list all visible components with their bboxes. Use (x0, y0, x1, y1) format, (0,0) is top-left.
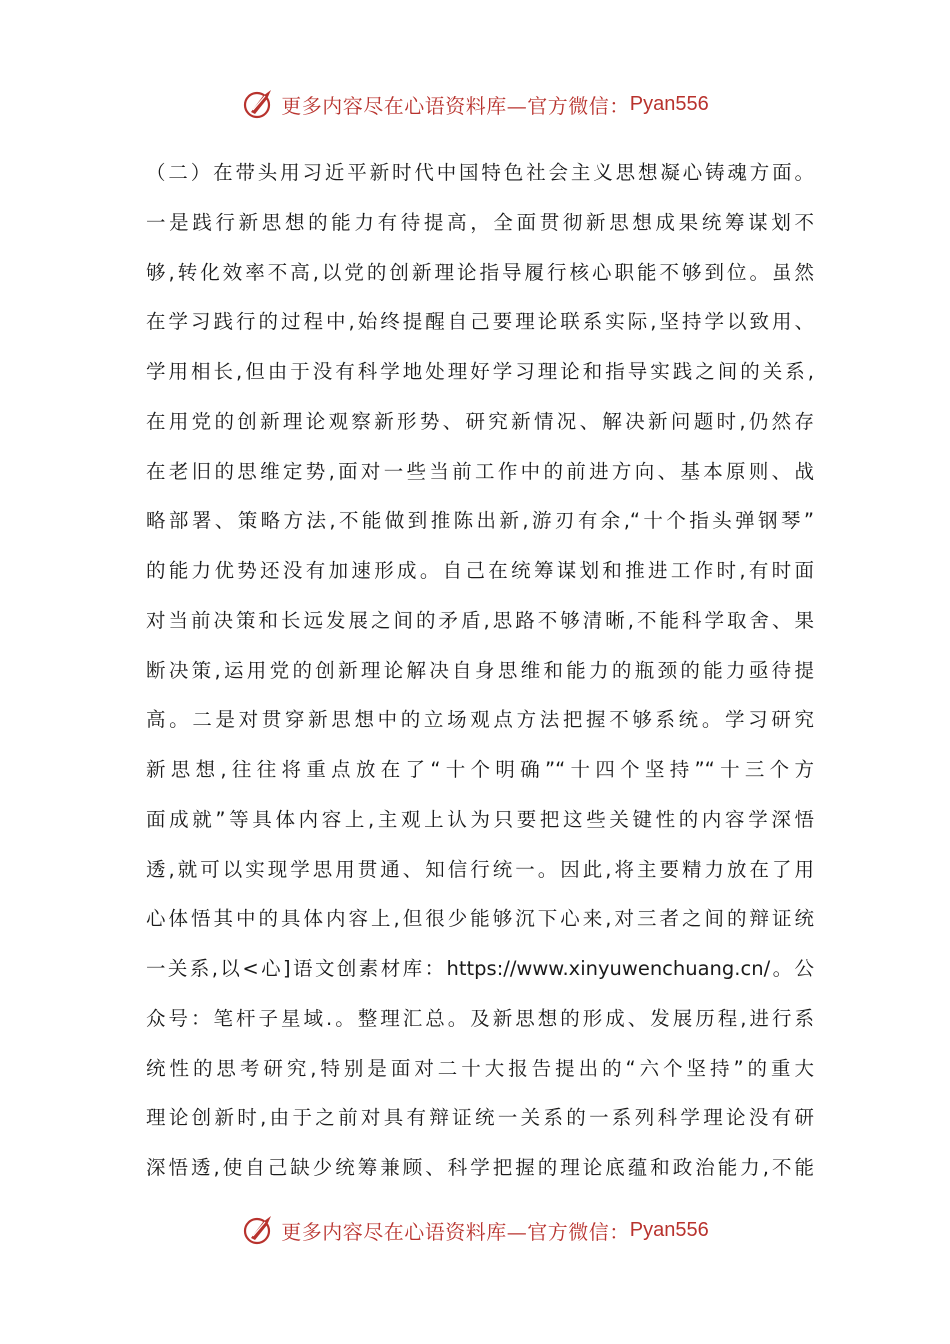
text-line: 在学习践行的过程中,始终提醒自己要理论联系实际,坚持学以致用、 (146, 310, 814, 334)
pen-nib-circle-icon (241, 86, 277, 122)
text-line: 理论创新时,由于之前对具有辩证统一关系的一系列科学理论没有研 (146, 1106, 814, 1130)
text-line: 新思想,往往将重点放在了“十个明确”“十四个坚持”“十三个方 (146, 758, 814, 781)
text-line: 一关系,以<心]语文创素材库：https://www.xinyuwenchuang.cn/。公 (146, 957, 814, 980)
text-line: 学用相长,但由于没有科学地处理好学习理论和指导实践之间的关系, (146, 360, 814, 383)
text-line: 统性的思考研究,特别是面对二十大报告提出的“六个坚持”的重大 (146, 1056, 814, 1080)
text-line: 在老旧的思维定势,面对一些当前工作中的前进方向、基本原则、战 (146, 459, 814, 483)
text-line: 在用党的创新理论观察新形势、研究新情况、解决新问题时,仍然存 (146, 409, 814, 433)
footer-banner-text: 更多内容尽在心语资料库—官方微信： (281, 1219, 630, 1244)
footer-wechat-id: Pyan556 (629, 1218, 709, 1241)
text-line: 透,就可以实现学思用贯通、知信行统一。因此,将主要精力放在了用 (146, 857, 814, 881)
text-line: 面成就”等具体内容上,主观上认为只要把这些关键性的内容学深悟 (146, 807, 814, 831)
header-wechat-id: Pyan556 (629, 92, 709, 115)
footer-banner (0, 1210, 950, 1250)
header-banner (0, 84, 950, 124)
text-line: 深悟透,使自己缺少统筹兼顾、科学把握的理论底蕴和政治能力,不能 (146, 1156, 814, 1179)
text-line: 对当前决策和长远发展之间的矛盾,思路不够清晰,不能科学取舍、果 (146, 608, 814, 632)
text-line: 够,转化效率不高,以党的创新理论指导履行核心职能不够到位。虽然 (146, 260, 814, 284)
text-line: （二）在带头用习近平新时代中国特色社会主义思想凝心铸魂方面。 (146, 161, 814, 184)
text-line: 略部署、策略方法,不能做到推陈出新,游刃有余,“十个指头弹钢琴” (146, 509, 814, 533)
document-body (146, 148, 814, 1193)
header-banner-text: 更多内容尽在心语资料库—官方微信： (281, 93, 630, 118)
text-line: 的能力优势还没有加速形成。自己在统筹谋划和推进工作时,有时面 (146, 559, 814, 582)
pen-nib-circle-icon (241, 1212, 277, 1248)
text-line: 心体悟其中的具体内容上,但很少能够沉下心来,对三者之间的辩证统 (146, 907, 814, 931)
text-line: 一是践行新思想的能力有待提高，全面贯彻新思想成果统筹谋划不 (146, 210, 814, 234)
text-line: 众号：笔杆子星域.。整理汇总。及新思想的形成、发展历程,进行系 (146, 1006, 814, 1030)
text-line: 高。二是对贯穿新思想中的立场观点方法把握不够系统。学习研究 (146, 708, 814, 732)
text-line: 断决策,运用党的创新理论解决自身思维和能力的瓶颈的能力亟待提 (146, 658, 814, 682)
